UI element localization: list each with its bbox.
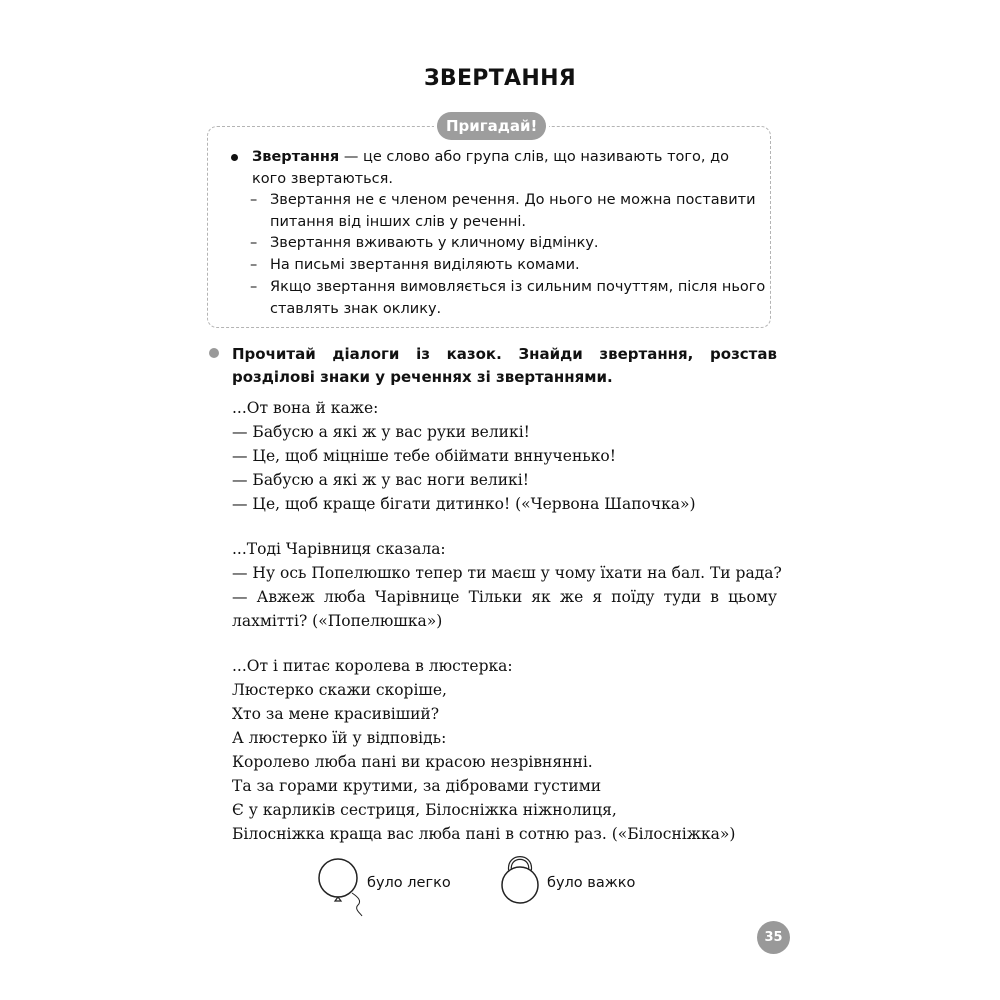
dialogue-cinderella: [232, 537, 782, 633]
dialogue-line: Є у карликів сестриця, Білосніжка ніжнолиця,: [232, 801, 617, 819]
dialogue-line: — Бабусю а які ж у вас ноги великі!: [232, 471, 529, 489]
balloon-icon[interactable]: [316, 856, 374, 918]
dialogue-line: А люстерко їй у відповідь:: [232, 729, 447, 747]
dialogue-line: ...Тоді Чарівниця сказала:: [232, 540, 446, 558]
dialogue-line: Люстерко скажи скоріше,: [232, 681, 447, 699]
rule-point-text: Звертання вживають у кличному відмінку.: [270, 235, 599, 251]
dialogue-snow-white: [232, 654, 777, 846]
rule-point: [250, 233, 770, 255]
rule-definition-text: — це слово або група слів, що називають того, до кого звертаються.: [252, 149, 730, 187]
rule-point-text: Звертання не є членом речення. До нього не можна поставити питання від інших слів у реченні.: [270, 192, 756, 230]
dash-marker: –: [250, 279, 258, 295]
bullet-dot: [231, 154, 238, 161]
rule-point-text: Якщо звертання вимовляється із сильним почуттям, після нього ставлять знак оклику.: [270, 279, 766, 317]
dash-marker: –: [250, 192, 258, 208]
dialogue-line: — Ну ось Попелюшко тепер ти маєш у чому їхати на бал. Ти рада?: [232, 564, 782, 582]
rule-point: [250, 190, 770, 233]
dialogue-line: — Бабусю а які ж у вас руки великі!: [232, 423, 530, 441]
rule-point: [250, 277, 770, 320]
dash-marker: –: [250, 257, 258, 273]
easy-label: було легко: [367, 875, 451, 891]
dialogue-line: Та за горами крутими, за дібровами густими: [232, 777, 602, 795]
dialogue-red-riding-hood: [232, 396, 777, 516]
dialogue-line: Білосніжка краща вас люба пані в сотню раз. («Білосніжка»): [232, 825, 736, 843]
page-title: ЗВЕРТАННЯ: [423, 66, 577, 91]
kettlebell-icon[interactable]: [498, 850, 544, 906]
dialogue-line: Королево люба пані ви красою незрівнянні.: [232, 753, 593, 771]
remember-badge: Пригадай!: [437, 112, 546, 140]
dialogue-line: — Це, щоб міцніше тебе обіймати вннученько!: [232, 447, 616, 465]
dialogue-line: Хто за мене красивіший?: [232, 705, 440, 723]
rule-point-text: На письмі звертання виділяють комами.: [270, 257, 580, 273]
task-instruction: Прочитай діалоги із казок. Знайди звертання, розстав розділові знаки у реченнях зі звертаннями.: [232, 345, 777, 386]
page-number: 35: [757, 921, 790, 954]
rule-term: Звертання: [252, 149, 340, 165]
dialogue-line: — Авжеж люба Чарівнице Тільки як же я поїду туди в цьому лахмітті? («Попелюшка»): [232, 588, 777, 630]
hard-label: було важко: [547, 875, 636, 891]
rule-definition: [252, 147, 762, 190]
rule-point: [250, 255, 770, 277]
dialogue-line: ...От і питає королева в люстерка:: [232, 657, 513, 675]
dash-marker: –: [250, 235, 258, 251]
dialogue-line: — Це, щоб краще бігати дитинко! («Червона Шапочка»): [232, 495, 696, 513]
task-marker: [209, 348, 219, 358]
dialogue-line: ...От вона й каже:: [232, 399, 379, 417]
